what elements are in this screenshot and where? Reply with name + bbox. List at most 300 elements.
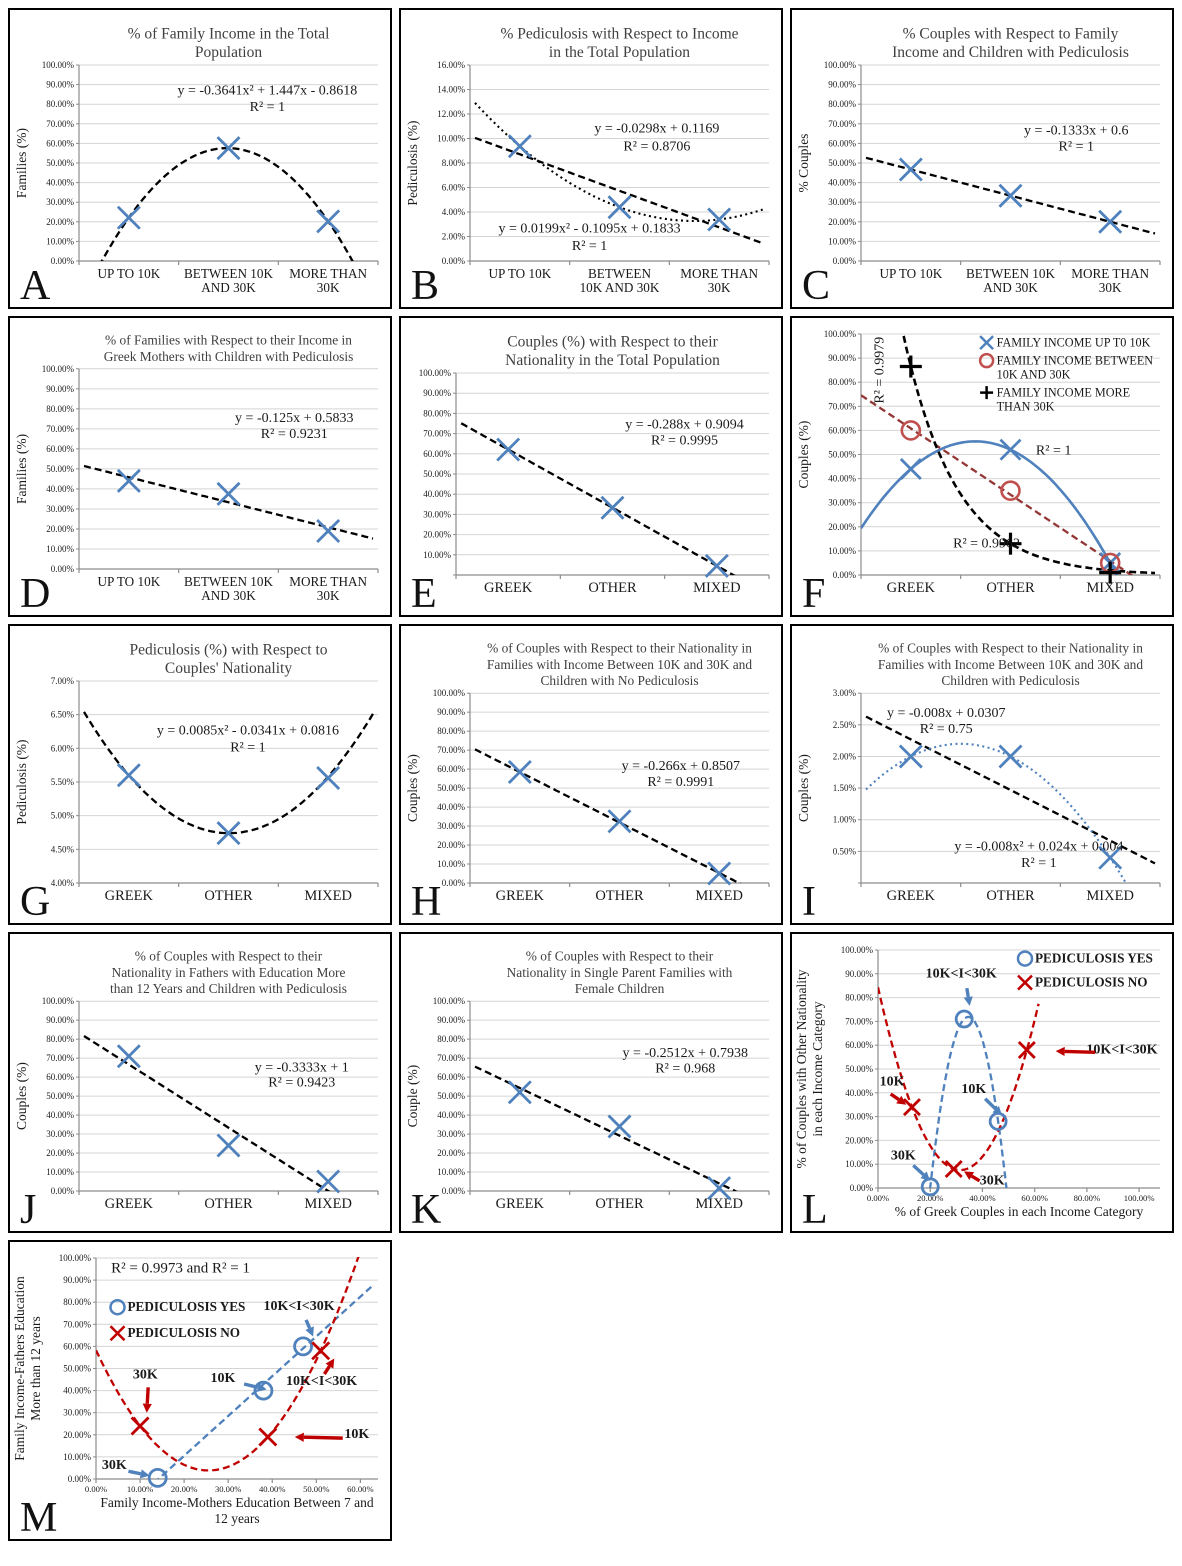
- y-axis-title: Couples (%): [796, 754, 811, 823]
- data-point-marker: [118, 1045, 140, 1067]
- x-category-label: UP TO 10K: [97, 574, 161, 589]
- y-tick-label: 40.00%: [46, 483, 74, 494]
- x-tick-label: 100.00%: [1123, 1193, 1155, 1203]
- chart-title-line: Couples (%) with Respect to their: [507, 333, 718, 351]
- x-tick-label: 40.00%: [259, 1484, 286, 1494]
- y-tick-label: 10.00%: [437, 859, 465, 870]
- chart-canvas-l: [792, 934, 1172, 1231]
- y-tick-label: 0.50%: [832, 846, 856, 857]
- x-category-label: 10K AND 30K: [579, 280, 660, 295]
- chart-canvas-a: [10, 10, 390, 307]
- annotation: y = 0.0085x² - 0.0341x + 0.0816: [156, 723, 340, 739]
- x-axis-title: % of Greek Couples in each Income Category: [894, 1204, 1144, 1219]
- y-tick-label: 80.00%: [828, 99, 856, 110]
- annotation-arrow: [305, 1320, 313, 1337]
- y-tick-label: 80.00%: [46, 99, 74, 110]
- y-tick-label: 30.00%: [828, 497, 856, 508]
- x-category-label: OTHER: [588, 580, 637, 596]
- y-tick-label: 2.00%: [441, 231, 465, 242]
- panel-letter: I: [802, 879, 816, 923]
- annotation: R² = 0.9979: [872, 336, 888, 404]
- y-axis-title: Couples (%): [14, 1062, 29, 1131]
- x-tick-label: 20.00%: [916, 1193, 944, 1203]
- y-tick-label: 1.00%: [832, 814, 856, 825]
- panel-letter: H: [411, 879, 442, 923]
- annotation: R² = 0.9962: [953, 536, 1021, 552]
- panel-letter: G: [20, 879, 51, 923]
- annotation: y = -0.0298x + 0.1169: [594, 121, 720, 137]
- y-tick-label: 6.50%: [50, 709, 74, 720]
- x-category-label: GREEK: [483, 580, 533, 596]
- y-tick-label: 10.00%: [46, 1167, 74, 1178]
- annotation: R² = 1: [249, 100, 286, 116]
- data-point-marker: [149, 1469, 166, 1486]
- y-tick-label: 40.00%: [437, 802, 465, 813]
- data-point-marker: [312, 1342, 329, 1359]
- annotation: 10K: [210, 1370, 236, 1386]
- y-tick-label: 10.00%: [63, 1451, 91, 1462]
- x-category-label: UP TO 10K: [879, 266, 943, 281]
- chart-title-line: Greek Mothers with Children with Pediculosis: [103, 348, 354, 364]
- x-category-label: BETWEEN 10K: [966, 266, 1055, 281]
- chart-panel-l: [790, 932, 1174, 1233]
- data-point-marker: [1002, 482, 1020, 500]
- y-tick-label: 70.00%: [437, 745, 465, 756]
- panel-letter: A: [20, 263, 51, 307]
- x-category-label: BETWEEN 10K: [184, 266, 273, 281]
- legend-label: PEDICULOSIS NO: [127, 1325, 241, 1341]
- y-tick-label: 80.00%: [46, 403, 74, 414]
- annotation: 10K: [344, 1427, 370, 1443]
- legend: [980, 336, 1153, 414]
- y-tick-label: 100.00%: [840, 945, 873, 955]
- chart-canvas-c: [792, 10, 1172, 307]
- y-tick-label: 100.00%: [823, 60, 856, 70]
- annotation: R² = 0.75: [919, 722, 973, 738]
- x-category-label: OTHER: [204, 1196, 253, 1212]
- y-tick-label: 3.00%: [832, 688, 856, 699]
- y-tick-label: 4.00%: [50, 878, 74, 888]
- x-tick-label: 10.00%: [126, 1484, 154, 1494]
- chart-panel-e: [399, 316, 783, 617]
- data-point-marker: [956, 1011, 972, 1027]
- y-tick-label: 50.00%: [63, 1363, 91, 1374]
- panel-letter: L: [802, 1187, 828, 1231]
- chart-title-line: in the Total Population: [548, 44, 691, 61]
- annotation: y = -0.125x + 0.5833: [235, 410, 354, 426]
- annotation: R² = 1: [230, 740, 266, 756]
- y-tick-label: 100.00%: [41, 996, 74, 1007]
- x-tick-label: 40.00%: [969, 1193, 996, 1203]
- chart-title-line: Nationality in Single Parent Families with: [506, 964, 733, 980]
- y-tick-label: 60.00%: [828, 138, 856, 149]
- x-category-label: UP TO 10K: [97, 266, 161, 281]
- y-tick-label: 100.00%: [823, 329, 856, 339]
- y-axis-title: Couple (%): [405, 1064, 420, 1128]
- y-tick-label: 30.00%: [63, 1407, 91, 1418]
- chart-canvas-h: [401, 626, 781, 923]
- chart-canvas-b: [401, 10, 781, 307]
- y-tick-label: 0.00%: [832, 256, 856, 266]
- y-tick-label: 0.00%: [50, 564, 74, 574]
- x-category-label: 30K: [316, 588, 340, 603]
- data-point-marker: [259, 1429, 276, 1446]
- x-category-label: MIXED: [304, 1196, 352, 1212]
- y-tick-label: 2.50%: [832, 719, 856, 730]
- y-tick-label: 80.00%: [437, 1034, 465, 1045]
- chart-title-line: Children with Pediculosis: [941, 673, 1080, 689]
- data-point-marker: [118, 207, 140, 229]
- x-category-label: MIXED: [695, 888, 743, 904]
- y-axis-title: Pediculosis (%): [14, 739, 29, 825]
- annotation: y = -0.008x + 0.0307: [886, 705, 1006, 721]
- y-tick-label: 20.00%: [828, 216, 856, 227]
- chart-title-line: Nationality in Fathers with Education More: [111, 964, 346, 980]
- legend-label: FAMILY INCOME MORE: [996, 385, 1131, 400]
- y-tick-label: 90.00%: [63, 1275, 91, 1286]
- x-category-label: OTHER: [595, 1196, 644, 1212]
- panel-letter: M: [20, 1495, 58, 1539]
- y-tick-label: 8.00%: [441, 158, 465, 168]
- y-tick-label: 20.00%: [423, 529, 451, 540]
- y-axis-title: in each Income Category: [810, 1001, 825, 1137]
- annotation: R² = 0.9973 and R² = 1: [111, 1260, 251, 1277]
- legend-label: FAMILY INCOME UP T0 10K: [996, 335, 1151, 350]
- annotation: R² = 1: [1058, 139, 1094, 155]
- y-tick-label: 90.00%: [437, 1015, 465, 1026]
- annotation: 10K: [879, 1074, 905, 1090]
- data-point-marker: [904, 1099, 920, 1115]
- chart-title-line: Income and Children with Pediculosis: [892, 44, 1129, 61]
- legend: [1018, 951, 1153, 990]
- legend-marker-x-icon: [111, 1326, 125, 1340]
- x-category-label: AND 30K: [201, 588, 256, 603]
- legend-marker-x-icon: [980, 336, 993, 349]
- y-tick-label: 10.00%: [828, 236, 856, 247]
- chart-panel-d: [8, 316, 392, 617]
- x-axis-title: Family Income-Mothers Education Between 7 and: [100, 1495, 374, 1510]
- y-tick-label: 50.00%: [828, 449, 856, 460]
- y-tick-label: 0.00%: [832, 570, 856, 580]
- data-point-marker: [1000, 185, 1022, 207]
- y-axis-title: Pediculosis (%): [405, 120, 420, 206]
- data-point-marker: [708, 863, 730, 885]
- y-tick-label: 50.00%: [437, 783, 465, 794]
- annotation: y = -0.288x + 0.9094: [625, 417, 744, 433]
- y-tick-label: 70.00%: [437, 1053, 465, 1064]
- y-tick-label: 80.00%: [63, 1297, 91, 1308]
- data-point-marker: [1019, 1042, 1035, 1058]
- x-category-label: AND 30K: [201, 280, 256, 295]
- x-category-label: 30K: [707, 280, 731, 295]
- y-tick-label: 0.00%: [50, 1186, 74, 1196]
- legend-label: 10K AND 30K: [996, 367, 1071, 382]
- y-tick-label: 50.00%: [46, 158, 74, 168]
- chart-panel-f: [790, 316, 1174, 617]
- annotation: R² = 0.9995: [651, 433, 718, 449]
- y-tick-label: 60.00%: [828, 425, 856, 436]
- legend-marker-o-icon: [980, 354, 993, 367]
- chart-title-line: Pediculosis (%) with Respect to: [129, 641, 328, 659]
- y-tick-label: 20.00%: [437, 840, 465, 851]
- x-category-label: MIXED: [695, 1196, 743, 1212]
- data-point-marker: [118, 764, 140, 786]
- y-tick-label: 100.00%: [41, 363, 74, 374]
- y-tick-label: 10.00%: [46, 543, 74, 554]
- chart-title-line: % of Family Income in the Total: [127, 25, 330, 43]
- y-tick-label: 60.00%: [423, 448, 451, 459]
- panel-letter: F: [802, 571, 826, 615]
- y-tick-label: 0.00%: [441, 878, 465, 888]
- y-axis-title: % Couples: [796, 133, 811, 193]
- chart-title-line: Nationality in the Total Population: [505, 352, 720, 369]
- chart-title-line: % of Couples with Respect to their: [134, 948, 323, 964]
- x-category-label: GREEK: [495, 1196, 545, 1212]
- annotation: R² = 0.9231: [260, 426, 328, 442]
- y-tick-label: 20.00%: [828, 521, 856, 532]
- panel-letter: E: [411, 571, 437, 615]
- data-point-marker: [706, 555, 728, 577]
- annotation: y = -0.1333x + 0.6: [1024, 123, 1129, 139]
- chart-canvas-d: [10, 318, 390, 615]
- y-axis-title: Couples (%): [796, 420, 811, 489]
- chart-title-line: Children with No Pediculosis: [540, 673, 699, 689]
- y-tick-label: 60.00%: [437, 764, 465, 775]
- y-tick-label: 10.00%: [46, 236, 74, 247]
- y-tick-label: 70.00%: [46, 1053, 74, 1064]
- annotation: y = 0.0199x² - 0.1095x + 0.1833: [498, 221, 681, 237]
- annotation: y = -0.3641x² + 1.447x - 0.8618: [177, 83, 358, 99]
- x-tick-label: 0.00%: [84, 1484, 108, 1494]
- legend-label: PEDICULOSIS YES: [1035, 950, 1153, 966]
- x-tick-label: 80.00%: [1073, 1193, 1101, 1203]
- y-tick-label: 0.00%: [849, 1183, 873, 1193]
- annotation: 10K<I<30K: [1086, 1042, 1158, 1058]
- y-tick-label: 90.00%: [828, 353, 856, 364]
- chart-title-line: % Couples with Respect to Family: [902, 25, 1119, 43]
- legend-label: FAMILY INCOME BETWEEN: [996, 353, 1154, 368]
- y-tick-label: 90.00%: [828, 79, 856, 90]
- x-category-label: BETWEEN 10K: [184, 574, 273, 589]
- y-tick-label: 50.00%: [46, 463, 74, 474]
- chart-canvas-m: [10, 1242, 390, 1539]
- y-tick-label: 10.00%: [437, 1167, 465, 1178]
- y-tick-label: 90.00%: [46, 1015, 74, 1026]
- chart-panel-c: [790, 8, 1174, 309]
- x-tick-label: 0.00%: [866, 1193, 890, 1203]
- chart-panel-j: [8, 932, 392, 1233]
- y-tick-label: 40.00%: [63, 1385, 91, 1396]
- y-tick-label: 30.00%: [46, 503, 74, 514]
- chart-title-line: % of Couples with Respect to their Nationality in: [487, 640, 752, 656]
- y-tick-label: 100.00%: [41, 60, 74, 70]
- y-tick-label: 1.50%: [832, 783, 856, 794]
- data-point-marker: [900, 158, 922, 180]
- chart-panel-g: [8, 624, 392, 925]
- y-tick-label: 4.50%: [50, 844, 74, 855]
- annotation-arrow: [964, 1171, 980, 1181]
- chart-title-line: Families with Income Between 10K and 30K and: [486, 656, 753, 672]
- x-category-label: MIXED: [693, 580, 741, 596]
- data-point-marker: [946, 1161, 962, 1177]
- y-tick-label: 100.00%: [418, 368, 451, 378]
- y-tick-label: 70.00%: [423, 428, 451, 439]
- x-category-label: MORE THAN: [289, 266, 368, 281]
- x-category-label: AND 30K: [983, 280, 1038, 295]
- y-tick-label: 50.00%: [46, 1091, 74, 1102]
- legend-marker-o-icon: [1018, 952, 1032, 966]
- chart-title-line: % of Couples with Respect to their: [525, 948, 714, 964]
- y-tick-label: 20.00%: [46, 523, 74, 534]
- y-tick-label: 20.00%: [46, 1148, 74, 1159]
- y-tick-label: 70.00%: [46, 423, 74, 434]
- y-tick-label: 40.00%: [828, 473, 856, 484]
- y-tick-label: 90.00%: [437, 707, 465, 718]
- y-tick-label: 12.00%: [437, 109, 465, 119]
- y-tick-label: 100.00%: [432, 996, 465, 1007]
- x-category-label: BETWEEN: [588, 266, 651, 281]
- chart-panel-b: [399, 8, 783, 309]
- legend-label: PEDICULOSIS NO: [1035, 974, 1148, 990]
- chart-panel-a: [8, 8, 392, 309]
- annotation-arrow: [324, 1359, 334, 1374]
- y-tick-label: 70.00%: [828, 118, 856, 129]
- y-tick-label: 0.00%: [441, 1186, 465, 1196]
- y-tick-label: 70.00%: [63, 1319, 91, 1330]
- chart-title-line: Female Children: [574, 981, 665, 997]
- annotation: 10K<I<30K: [263, 1298, 335, 1314]
- chart-canvas-e: [401, 318, 781, 615]
- annotation: 10K<I<30K: [286, 1374, 358, 1390]
- y-tick-label: 50.00%: [828, 158, 856, 168]
- x-category-label: GREEK: [495, 888, 545, 904]
- chart-panel-h: [399, 624, 783, 925]
- annotation-arrow: [964, 988, 973, 1006]
- trendlines: [866, 717, 1155, 908]
- annotation: R² = 0.8706: [623, 139, 691, 155]
- x-category-label: MIXED: [1086, 888, 1134, 904]
- legend-marker-+-icon: [980, 386, 993, 399]
- x-tick-label: 30.00%: [214, 1484, 242, 1494]
- y-tick-label: 5.00%: [50, 810, 74, 821]
- y-axis-title: Families (%): [14, 127, 29, 199]
- y-tick-label: 30.00%: [423, 509, 451, 520]
- x-category-label: MORE THAN: [289, 574, 368, 589]
- annotation: y = -0.008x² + 0.024x + 0.004: [954, 839, 1124, 855]
- chart-canvas-i: [792, 626, 1172, 923]
- data-point-marker: [609, 810, 631, 832]
- y-tick-label: 90.00%: [845, 968, 873, 979]
- chart-title-line: than 12 Years and Children with Pediculosis: [110, 981, 347, 997]
- chart-title-line: % of Couples with Respect to their Nationality in: [878, 640, 1143, 656]
- legend-label: PEDICULOSIS YES: [127, 1299, 246, 1315]
- annotation: 30K: [979, 1173, 1005, 1189]
- x-category-label: OTHER: [986, 888, 1035, 904]
- data-point-marker: [317, 1171, 339, 1193]
- annotation-arrow: [913, 1165, 930, 1180]
- y-tick-label: 40.00%: [423, 489, 451, 500]
- y-tick-label: 70.00%: [845, 1016, 873, 1027]
- x-category-label: MIXED: [304, 888, 352, 904]
- annotation: 10K: [961, 1081, 987, 1097]
- data-point-marker: [602, 497, 624, 519]
- annotation: 30K: [890, 1148, 916, 1164]
- x-category-label: OTHER: [986, 580, 1035, 596]
- y-tick-label: 60.00%: [46, 138, 74, 149]
- y-tick-label: 60.00%: [46, 443, 74, 454]
- y-tick-label: 10.00%: [423, 549, 451, 560]
- chart-title-line: % of Families with Respect to their Income in: [105, 332, 352, 348]
- annotation: y = -0.266x + 0.8507: [621, 759, 741, 775]
- chart-title-line: Population: [194, 44, 263, 61]
- panel-letter: B: [411, 263, 440, 307]
- y-tick-label: 10.00%: [828, 545, 856, 556]
- y-tick-label: 40.00%: [845, 1087, 873, 1098]
- y-axis-title: Families (%): [14, 433, 29, 504]
- annotation: y = -0.3333x + 1: [254, 1060, 349, 1076]
- y-tick-label: 70.00%: [46, 118, 74, 129]
- y-tick-label: 80.00%: [437, 726, 465, 737]
- annotation-arrow: [295, 1433, 343, 1442]
- y-tick-label: 60.00%: [63, 1341, 91, 1352]
- y-tick-label: 30.00%: [46, 197, 74, 208]
- x-category-label: OTHER: [595, 888, 644, 904]
- y-tick-label: 80.00%: [828, 377, 856, 388]
- y-tick-label: 80.00%: [845, 992, 873, 1003]
- chart-canvas-g: [10, 626, 390, 923]
- y-tick-label: 90.00%: [46, 79, 74, 90]
- chart-panel-k: [399, 932, 783, 1233]
- chart-canvas-k: [401, 934, 781, 1231]
- annotation: R² = 1: [1035, 443, 1072, 459]
- y-tick-label: 90.00%: [46, 383, 74, 394]
- panel-letter: J: [20, 1187, 37, 1231]
- y-tick-label: 20.00%: [845, 1135, 873, 1146]
- trendline: [475, 103, 764, 221]
- x-tick-label: 20.00%: [170, 1484, 198, 1494]
- y-tick-label: 70.00%: [828, 401, 856, 412]
- chart-canvas-f: [792, 318, 1172, 615]
- y-tick-label: 60.00%: [845, 1040, 873, 1051]
- data-point-marker: [901, 459, 921, 479]
- y-tick-label: 40.00%: [46, 1110, 74, 1121]
- chart-title-line: Families with Income Between 10K and 30K and: [877, 656, 1144, 672]
- y-tick-label: 6.00%: [50, 743, 74, 754]
- x-tick-label: 50.00%: [303, 1484, 330, 1494]
- y-axis-title: % of Couples with Other Nationality: [794, 969, 809, 1169]
- y-tick-label: 6.00%: [441, 182, 465, 193]
- y-tick-label: 30.00%: [845, 1111, 873, 1122]
- y-tick-label: 40.00%: [828, 177, 856, 188]
- x-category-label: UP TO 10K: [488, 266, 552, 281]
- legend: [111, 1299, 246, 1340]
- y-tick-label: 14.00%: [437, 84, 465, 95]
- data-point-marker: [317, 767, 339, 789]
- y-tick-label: 100.00%: [58, 1253, 91, 1263]
- panel-letter: D: [20, 571, 51, 615]
- y-tick-label: 90.00%: [423, 388, 451, 399]
- x-category-label: GREEK: [104, 888, 154, 904]
- y-tick-label: 30.00%: [437, 1129, 465, 1140]
- x-category-label: 30K: [316, 280, 340, 295]
- y-tick-label: 16.00%: [437, 60, 465, 70]
- y-axis-title: More than 12 years: [28, 1316, 43, 1421]
- data-point-marker: [900, 356, 922, 378]
- data-point-marker: [132, 1417, 149, 1434]
- x-category-label: MIXED: [1086, 580, 1134, 596]
- annotation-arrow: [128, 1469, 149, 1478]
- y-tick-label: 4.00%: [441, 207, 465, 217]
